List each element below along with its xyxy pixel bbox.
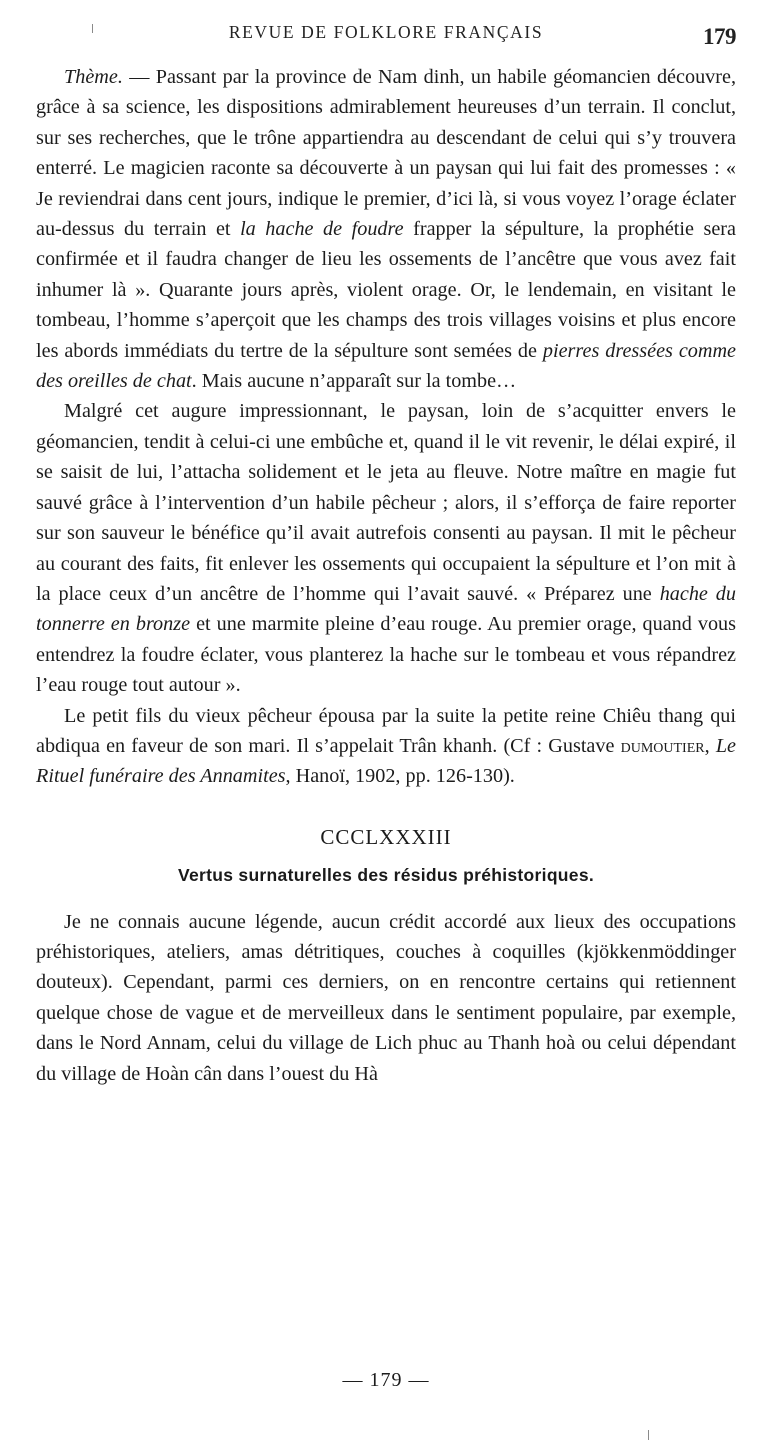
document-page [0,22,772,1444]
small-caps-name: dumoutier [620,734,705,757]
running-head-title: REVUE DE FOLKLORE FRANÇAIS [228,22,544,42]
paragraph-malgre [36,396,736,700]
folio-bottom: — 179 — [342,1369,430,1391]
folio-top: 179 [703,24,736,49]
text-run: . Mais aucune n’apparaît sur la tombe… [191,370,517,393]
emphasis-text: hache du tonnerre en bronze [36,582,736,636]
text-run: et une marmite pleine d’eau rouge. Au premier orage, quand vous entendrez la foudre éclater, vous planterez la hache sur le tombeau et vous répandrez l’eau rouge tout autour ». [36,613,737,697]
emphasis-text: pierres dressées comme des oreilles de chat [36,339,736,393]
emphasis-text: Le Rituel funéraire des Annamites [36,734,737,788]
text-run: Je ne connais aucune légende, aucun crédit accordé aux lieux des occupations préhistoriques, ateliers, amas détritiques, couches à coquilles (kjökkenmöddinger douteux). Cependant, parmi ces derniers, on en rencontre certains qui retiennent quelque chose de vague et de merveilleux dans le sentiment populaire, par exemple, dans le Nord Annam, celui du village de Lich phuc au Thanh hoà ou celui dépendant du village de Hoàn cân dans l’ouest du Hà [36,910,736,1085]
section-subtitle: Vertus surnaturelles des résidus préhistoriques. [177,865,595,886]
page-edge-mark-bottom [648,1430,649,1440]
emphasis-text: la hache de foudre [240,218,404,241]
text-run: Le petit fils du vieux pêcheur épousa par la suite la petite reine Chiêu thang qui abdiqua en faveur de son mari. Il s’appelait Trân khanh. (Cf : Gustave [36,704,736,757]
running-head [36,22,736,50]
text-run: , [704,734,716,757]
emphasis-text: Thème. [64,66,123,88]
text-run: frapper la sépulture, la prophétie sera confirmée et il faudra changer de lieu les ossements de l’ancêtre que vous avez fait inhumer là ». Quarante jours après, violent orage. Or, le lendemain, en visitant le tombeau, l’homme s’aperçoit que les champs des trois villages voisins et plus encore les abords immédiats du tertre de la sépulture sont semées de [36,218,736,362]
paragraph-je-ne-connais [36,907,736,1089]
paragraph-theme [36,62,736,396]
section-number: CCCLXXXIII [320,824,452,849]
body-text [36,62,736,1089]
paragraph-petit-fils [36,701,736,792]
text-run: , Hanoï, 1902, pp. 126-130). [285,765,515,788]
text-run: Malgré cet augure impressionnant, le paysan, loin de s’acquitter envers le géomancien, tendit à celui-ci une embûche et, quand il le vit revenir, le délai expiré, il se saisit de lui, l’attacha solidement et le jeta au fleuve. Notre maître en magie fut sauvé grâce à l’intervention d’un habile pêcheur ; alors, il s’efforça de faire reporter sur son sauveur le bénéfice qu’il avait autrefois consenti au paysan. Il mit le pêcheur au courant des faits, fit enlever les ossements qui occupaient la sépulture et l’on mit à la place ceux d’un ancêtre de l’homme qui l’avait sauvé. « Préparez une [36,400,736,605]
text-run: — Passant par la province de Nam dinh, un habile géomancien découvre, grâce à sa science, les dispositions admirablement heureuses d’un terrain. Il conclut, sur ses recherches, que le trône appartiendra au descendant de celui qui s’y trouvera enterré. Le magicien raconte sa découverte à un paysan qui lui fait des promesses : « Je reviendrai dans cent jours, indique le premier, d’ici là, si vous voyez l’orage éclater au-dessus du terrain et [36,66,736,241]
